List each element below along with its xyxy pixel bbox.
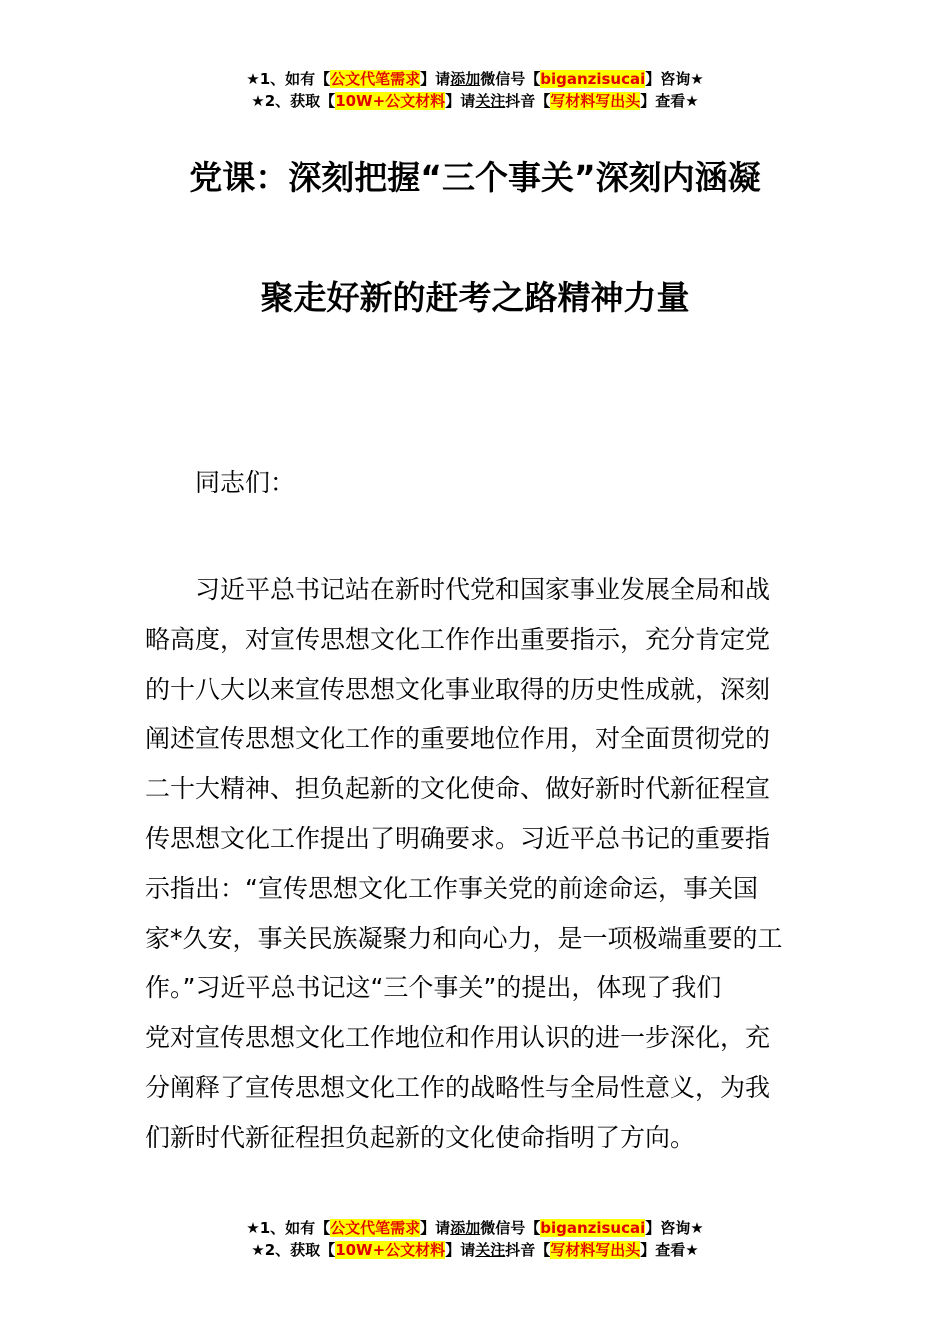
banner-highlight: 公文代笔需求 xyxy=(330,70,421,88)
banner-text: 】查看★ xyxy=(640,92,699,110)
paragraph-line: 阐述宣传思想文化工作的重要地位作用，对全面贯彻党的 xyxy=(145,724,771,754)
banner-text: 微信号【 xyxy=(480,70,541,88)
paragraph-line: 的十八大以来宣传思想文化事业取得的历史性成就，深刻 xyxy=(145,674,771,704)
banner-underline: 添加 xyxy=(450,70,481,88)
paragraph-line: 二十大精神、担负起新的文化使命、做好新时代新征程宣 xyxy=(145,774,771,804)
banner-text: 】查看★ xyxy=(640,1241,699,1259)
banner-wechat-id: biganzisucai xyxy=(540,1219,646,1237)
banner-underline: 添加 xyxy=(450,1219,481,1237)
banner-highlight: 10W+公文材料 xyxy=(335,1241,446,1259)
banner-line-2 xyxy=(0,90,950,112)
banner-text: 抖音【 xyxy=(505,92,551,110)
footer-banner xyxy=(0,1217,950,1261)
paragraph-line: 略高度，对宣传思想文化工作作出重要指示，充分肯定党 xyxy=(145,624,771,654)
body-paragraph xyxy=(145,565,810,1163)
paragraph-line: 示指出：“宣传思想文化工作事关党的前途命运，事关国 xyxy=(145,873,758,903)
paragraph-line: 党对宣传思想文化工作地位和作用认识的进一步深化，充 xyxy=(145,1023,771,1053)
banner-text: 抖音【 xyxy=(505,1241,551,1259)
banner-text: 】请 xyxy=(445,1241,476,1259)
banner-underline: 关注 xyxy=(475,1241,506,1259)
banner-text: ★1、如有【 xyxy=(246,1219,331,1237)
salutation: 同志们： xyxy=(195,468,296,497)
paragraph-line: 分阐释了宣传思想文化工作的战略性与全局性意义，为我 xyxy=(145,1072,771,1102)
header-banner xyxy=(0,68,950,112)
banner-text: 微信号【 xyxy=(480,1219,541,1237)
banner-text: ★2、获取【 xyxy=(251,92,336,110)
banner-text: 】咨询★ xyxy=(645,70,704,88)
page-title-line-2: 聚走好新的赶考之路精神力量 xyxy=(260,278,690,317)
banner-underline: 关注 xyxy=(475,92,506,110)
banner-line-1 xyxy=(0,1217,950,1239)
banner-text: ★1、如有【 xyxy=(246,70,331,88)
banner-text: 】请 xyxy=(420,70,451,88)
paragraph-line: 们新时代新征程担负起新的文化使命指明了方向。 xyxy=(145,1122,696,1152)
banner-line-2 xyxy=(0,1239,950,1261)
paragraph-line: 传思想文化工作提出了明确要求。习近平总书记的重要指 xyxy=(145,823,771,853)
paragraph-line: 作。”习近平总书记这“三个事关”的提出，体现了我们 xyxy=(145,973,722,1003)
banner-text: 】请 xyxy=(420,1219,451,1237)
banner-highlight: 公文代笔需求 xyxy=(330,1219,421,1237)
banner-highlight: 10W+公文材料 xyxy=(335,92,446,110)
banner-line-1 xyxy=(0,68,950,90)
banner-wechat-id: biganzisucai xyxy=(540,70,646,88)
banner-text: 】咨询★ xyxy=(645,1219,704,1237)
banner-text: 】请 xyxy=(445,92,476,110)
page-title-line-1: 党课：深刻把握“三个事关”深刻内涵凝 xyxy=(189,158,761,197)
banner-douyin-id: 写材料写出头 xyxy=(550,1241,641,1259)
paragraph-line: 家*久安，事关民族凝聚力和向心力，是一项极端重要的工 xyxy=(145,923,783,953)
banner-douyin-id: 写材料写出头 xyxy=(550,92,641,110)
banner-text: ★2、获取【 xyxy=(251,1241,336,1259)
paragraph-line: 习近平总书记站在新时代党和国家事业发展全局和战 xyxy=(195,575,771,604)
